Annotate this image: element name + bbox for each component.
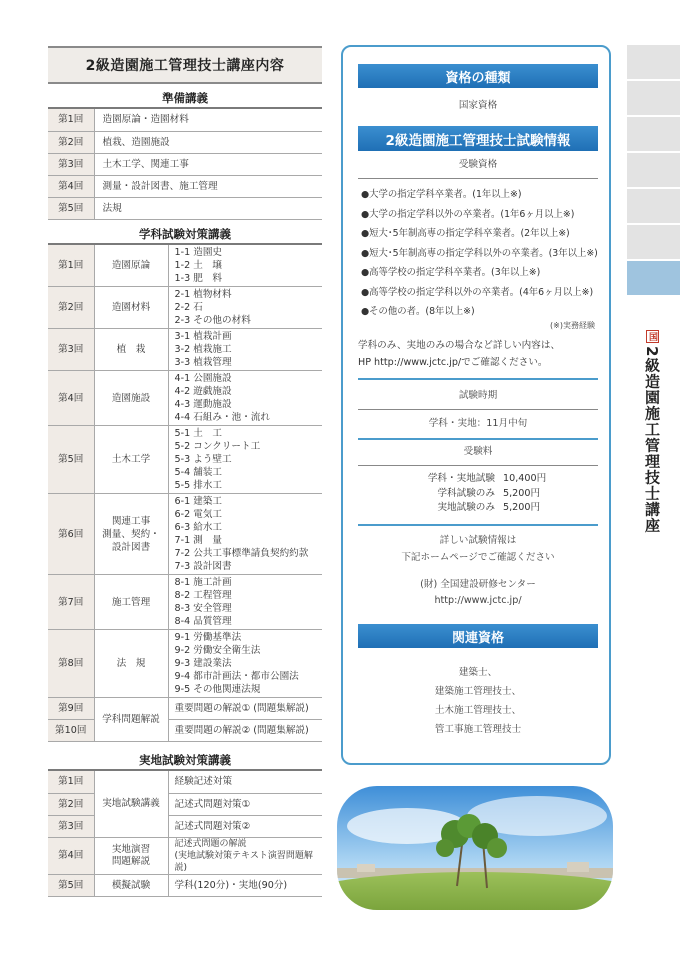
lecture-category: 学科問題解説 [94, 698, 168, 742]
lecture-no: 第2回 [48, 131, 94, 153]
list-item: 管工事施工管理技士 [434, 724, 522, 735]
lecture-category: 関連工事 測量、契約・ 設計図書 [94, 494, 168, 575]
lecture-topics [168, 630, 322, 698]
park-photo-image [337, 786, 613, 910]
gakka-heading: 学科試験対策講義 [48, 220, 322, 245]
list-item: ●その他の者。(8年以上※) [361, 306, 475, 317]
topic-line: 5-1 土 工 [174, 428, 223, 439]
lecture-topic: 法規 [94, 197, 322, 219]
topic-line: 9-5 その他関連法規 [174, 684, 261, 695]
lecture-topic: 記述式問題対策① [168, 793, 322, 815]
related-list [353, 663, 603, 739]
table-row [48, 131, 322, 153]
lecture-category: 造園原論 [94, 245, 168, 287]
table-row [48, 494, 322, 575]
fee-type: 学科試験のみ [437, 487, 495, 499]
topic-line: 4-2 遊戯施設 [174, 386, 232, 397]
topic-line: 1-3 肥 料 [174, 272, 223, 284]
topic-line: 7-2 公共工事標準請負契約約款 [174, 548, 309, 559]
lecture-topic: 重要問題の解説① (問題集解説) [168, 698, 322, 720]
topic-line: 9-4 都市計画法・都市公園法 [174, 671, 299, 682]
lecture-topic: 測量・設計図書、施工管理 [94, 175, 322, 197]
lecture-category: 造園施設 [94, 371, 168, 426]
lecture-no: 第4回 [48, 175, 94, 197]
jitchi-table [48, 771, 322, 897]
organization-name: (財) 全国建設研修センター [420, 579, 536, 590]
fee-amount: 5,200円 [503, 502, 541, 513]
info-paragraph-2: HP http://www.jctc.jp/でご確認ください。 [358, 357, 548, 368]
table-row [48, 575, 322, 630]
info-paragraph-1: 学科のみ、実地のみの場合など詳しい内容は、 [358, 340, 561, 351]
lecture-topic: 記述式問題の解説 (実地試験対策テキスト演習問題解説) [168, 837, 322, 874]
fee-type: 実地試験のみ [437, 502, 495, 513]
side-tab[interactable] [627, 81, 680, 117]
divider [358, 409, 598, 410]
fee-row [403, 472, 573, 487]
lecture-no: 第4回 [48, 371, 94, 426]
lecture-topics [168, 287, 322, 329]
topic-line: 5-2 コンクリート工 [174, 441, 261, 452]
juken-list [361, 185, 606, 322]
badge-icon: 国 [647, 331, 657, 342]
side-tabs [627, 45, 680, 297]
fee-row [403, 501, 573, 516]
detail-text-1: 詳しい試験情報は [439, 535, 517, 546]
topic-line: 9-1 労働基準法 [174, 632, 242, 643]
fee-amount: 5,200円 [503, 487, 541, 499]
lecture-no: 第3回 [48, 329, 94, 371]
related-title: 関連資格 [358, 624, 598, 648]
topic-line: 8-1 施工計画 [174, 577, 232, 588]
table-row [48, 245, 322, 287]
table-row [48, 771, 322, 793]
jitchi-heading: 実地試験対策講義 [48, 746, 322, 771]
topic-line: 1-1 造園史 [174, 246, 223, 258]
list-item: 建築施工管理技士、 [434, 686, 522, 697]
topic-line: 3-2 植栽施工 [174, 344, 232, 355]
lecture-category: 土木工学 [94, 426, 168, 494]
topic-line: 4-3 運動施設 [174, 399, 232, 410]
topic-line: 8-3 安全管理 [174, 603, 232, 614]
lecture-category: 実地試験講義 [94, 771, 168, 837]
fee-type: 学科・実地試験 [427, 473, 495, 484]
lecture-category: 造園材料 [94, 287, 168, 329]
table-row [48, 371, 322, 426]
topic-line: 5-3 よう壁工 [174, 454, 232, 465]
lecture-topic: 記述式問題対策② [168, 815, 322, 837]
lecture-no: 第1回 [48, 771, 94, 793]
fee-label: 受験料 [463, 446, 493, 457]
side-tab[interactable] [627, 225, 680, 261]
lecture-topics [168, 371, 322, 426]
lecture-category: 施工管理 [94, 575, 168, 630]
topic-line: 9-3 建設業法 [174, 658, 232, 669]
lecture-topic: 経験記述対策 [168, 771, 322, 793]
table-row [48, 837, 322, 874]
topic-line: 5-4 舗装工 [174, 467, 223, 478]
list-item: ●短大･5年制高専の指定学科以外の卒業者。(3年以上※) [361, 247, 598, 259]
side-tab[interactable] [627, 153, 680, 189]
lecture-topics [168, 575, 322, 630]
table-row [48, 329, 322, 371]
lecture-no: 第4回 [48, 837, 94, 874]
juken-label: 受験資格 [458, 159, 498, 170]
topic-line: 4-4 石組み・池・流れ [174, 412, 270, 423]
side-tab[interactable] [627, 45, 680, 81]
table-row [48, 175, 322, 197]
divider [358, 178, 598, 179]
fee-row [403, 487, 573, 502]
lecture-no: 第5回 [48, 874, 94, 896]
detail-text-2: 下記ホームページでご確認ください [401, 552, 555, 563]
topic-line: 2-3 その他の材料 [174, 315, 251, 326]
list-item: ●大学の指定学科卒業者。(1年以上※) [361, 189, 522, 200]
lecture-no: 第1回 [48, 109, 94, 131]
lecture-no: 第6回 [48, 494, 94, 575]
lecture-no: 第3回 [48, 815, 94, 837]
table-row [48, 630, 322, 698]
lecture-category: 実地演習 問題解説 [94, 837, 168, 874]
table-row [48, 815, 322, 837]
topic-line: 2-2 石 [174, 302, 203, 313]
lecture-no: 第2回 [48, 287, 94, 329]
topic-line: 3-1 植栽計画 [174, 331, 232, 342]
lecture-category: 模擬試験 [94, 874, 168, 896]
table-row [48, 109, 322, 131]
side-tab-active[interactable] [627, 261, 680, 297]
jiki-value: 学科・実地：11月中旬 [428, 418, 528, 429]
lecture-no: 第1回 [48, 245, 94, 287]
topic-line: 7-3 設計図書 [174, 561, 232, 572]
side-tab[interactable] [627, 189, 680, 225]
side-label-text: 2級造園施工管理技士講座 [643, 346, 661, 534]
list-item: 建築士、 [458, 667, 498, 678]
topic-line: 5-5 排水工 [174, 480, 223, 491]
lecture-no: 第5回 [48, 426, 94, 494]
jiki-label: 試験時期 [458, 390, 498, 401]
list-item: 土木施工管理技士、 [434, 705, 522, 716]
lecture-no: 第10回 [48, 720, 94, 742]
lecture-no: 第9回 [48, 698, 94, 720]
table-row [48, 197, 322, 219]
lecture-topic: 造園原論・造園材料 [94, 109, 322, 131]
lecture-topics [168, 329, 322, 371]
lecture-topics [168, 494, 322, 575]
lecture-topics [168, 426, 322, 494]
shikaku-value: 国家資格 [458, 100, 498, 111]
topic-line: 6-3 給水工 [174, 522, 223, 533]
side-label [633, 330, 663, 533]
table-row [48, 793, 322, 815]
topic-line: 9-2 労働安全衛生法 [174, 645, 261, 656]
fee-list [403, 472, 573, 516]
topic-line: 3-3 植栽管理 [174, 357, 232, 368]
topic-line: 6-2 電気工 [174, 509, 223, 520]
divider [358, 465, 598, 466]
topic-line: 8-2 工程管理 [174, 590, 232, 601]
table-row [48, 153, 322, 175]
lecture-no: 第7回 [48, 575, 94, 630]
table-row [48, 720, 322, 742]
divider [358, 378, 598, 380]
gakka-table [48, 245, 322, 743]
lecture-no: 第5回 [48, 197, 94, 219]
fee-amount: 10,400円 [503, 473, 547, 484]
lecture-no: 第3回 [48, 153, 94, 175]
list-item: ●高等学校の指定学科卒業者。(3年以上※) [361, 267, 541, 278]
lecture-topic: 植栽、造園施設 [94, 131, 322, 153]
lecture-topic: 重要問題の解説② (問題集解説) [168, 720, 322, 742]
lecture-category: 植 栽 [94, 329, 168, 371]
park-photo [337, 786, 613, 910]
topic-line: 4-1 公園施設 [174, 373, 232, 384]
list-item: ●高等学校の指定学科以外の卒業者。(4年6ヶ月以上※) [361, 286, 594, 298]
lecture-topic: 土木工学、関連工事 [94, 153, 322, 175]
list-item: ●短大･5年制高専の指定学科卒業者。(2年以上※) [361, 228, 570, 239]
course-title: 2級造園施工管理技士講座内容 [48, 46, 322, 84]
organization-url[interactable]: http://www.jctc.jp/ [434, 595, 522, 606]
topic-line: 6-1 建築工 [174, 496, 223, 507]
table-row [48, 426, 322, 494]
table-row [48, 874, 322, 896]
list-item: ●大学の指定学科以外の卒業者。(1年6ヶ月以上※) [361, 208, 575, 220]
side-tab[interactable] [627, 117, 680, 153]
course-content [48, 46, 322, 897]
lecture-category: 法 規 [94, 630, 168, 698]
table-row [48, 698, 322, 720]
lecture-no: 第8回 [48, 630, 94, 698]
table-row [48, 287, 322, 329]
topic-line: 8-4 品質管理 [174, 616, 232, 627]
lecture-topic: 学科(120分)・実地(90分) [168, 874, 322, 896]
lecture-topics [168, 245, 322, 287]
topic-line: 7-1 測 量 [174, 535, 223, 546]
lecture-no: 第2回 [48, 793, 94, 815]
topic-line: 2-1 植物材料 [174, 289, 232, 300]
prep-table [48, 109, 322, 220]
footnote: (※)実務経験 [550, 321, 595, 330]
shikaku-title: 資格の種類 [358, 64, 598, 88]
exam-info-panel [341, 45, 611, 765]
divider [358, 438, 598, 440]
topic-line: 1-2 土 壌 [174, 259, 223, 271]
divider [358, 524, 598, 526]
prep-heading: 準備講義 [48, 84, 322, 109]
exam-title: 2級造園施工管理技士試験情報 [358, 126, 598, 151]
